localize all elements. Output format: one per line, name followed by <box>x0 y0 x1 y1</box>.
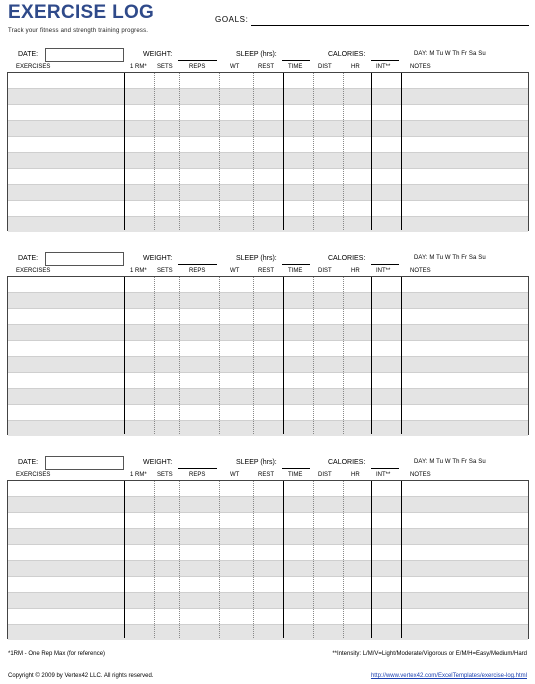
session-info <box>0 456 535 470</box>
table-row[interactable] <box>8 356 528 372</box>
calories-label: CALORIES: <box>328 51 366 58</box>
column-divider <box>179 277 180 434</box>
column-header: NOTES <box>410 64 431 70</box>
table-row[interactable] <box>8 104 528 120</box>
column-divider <box>283 277 284 434</box>
column-divider <box>154 481 155 638</box>
table-row[interactable] <box>8 324 528 340</box>
table-row[interactable] <box>8 480 528 496</box>
table-row[interactable] <box>8 340 528 356</box>
table-row[interactable] <box>8 184 528 200</box>
sleep-field[interactable] <box>282 60 310 61</box>
date-field[interactable] <box>45 48 124 62</box>
sleep-label: SLEEP (hrs): <box>236 459 277 466</box>
day-selector[interactable]: DAY: M Tu W Th Fr Sa Su <box>414 255 486 261</box>
column-divider <box>154 277 155 434</box>
table-row[interactable] <box>8 292 528 308</box>
weight-field[interactable] <box>178 264 217 265</box>
column-divider <box>371 481 372 638</box>
column-divider <box>253 277 254 434</box>
date-label: DATE: <box>18 255 39 262</box>
table-row[interactable] <box>8 528 528 544</box>
column-header: DIST <box>318 268 332 274</box>
exercise-table <box>7 276 529 435</box>
column-header: INT** <box>376 472 391 478</box>
weight-label: WEIGHT: <box>143 459 173 466</box>
calories-field[interactable] <box>371 468 399 469</box>
column-divider <box>154 73 155 230</box>
exercise-table <box>7 72 529 231</box>
column-header: HR <box>351 64 360 70</box>
column-header: DIST <box>318 64 332 70</box>
column-divider <box>343 73 344 230</box>
goals-label: GOALS: <box>215 15 249 24</box>
column-divider <box>179 481 180 638</box>
column-divider <box>313 277 314 434</box>
column-divider <box>253 73 254 230</box>
column-divider <box>401 277 402 434</box>
column-header: INT** <box>376 64 391 70</box>
column-divider <box>371 277 372 434</box>
column-divider <box>401 73 402 230</box>
date-field[interactable] <box>45 252 124 266</box>
column-divider <box>313 73 314 230</box>
sleep-label: SLEEP (hrs): <box>236 255 277 262</box>
table-row[interactable] <box>8 592 528 608</box>
table-row[interactable] <box>8 308 528 324</box>
column-headers <box>0 62 535 72</box>
table-row[interactable] <box>8 420 528 436</box>
column-header: SETS <box>157 64 173 70</box>
column-divider <box>179 73 180 230</box>
table-row[interactable] <box>8 544 528 560</box>
column-header: HR <box>351 472 360 478</box>
column-divider <box>219 277 220 434</box>
vertex42-link[interactable]: http://www.vertex42.com/ExcelTemplates/exercise-log.html <box>370 673 527 679</box>
column-header: TIME <box>288 472 303 478</box>
calories-field[interactable] <box>371 264 399 265</box>
column-divider <box>124 73 125 230</box>
date-field[interactable] <box>45 456 124 470</box>
subtitle: Track your fitness and strength training progress. <box>8 28 149 34</box>
column-header: NOTES <box>410 472 431 478</box>
column-header: EXERCISES <box>16 472 51 478</box>
column-header: NOTES <box>410 268 431 274</box>
weight-field[interactable] <box>178 468 217 469</box>
table-row[interactable] <box>8 88 528 104</box>
footnote-intensity: **Intensity: L/M/V=Light/Moderate/Vigorous or E/M/H=Easy/Medium/Hard <box>332 651 527 657</box>
table-row[interactable] <box>8 512 528 528</box>
table-row[interactable] <box>8 168 528 184</box>
column-divider <box>253 481 254 638</box>
calories-field[interactable] <box>371 60 399 61</box>
sleep-field[interactable] <box>282 264 310 265</box>
table-row[interactable] <box>8 608 528 624</box>
column-divider <box>219 73 220 230</box>
weight-label: WEIGHT: <box>143 255 173 262</box>
column-header: REPS <box>189 64 206 70</box>
table-row[interactable] <box>8 624 528 640</box>
column-header: TIME <box>288 64 303 70</box>
page-title: EXERCISE LOG <box>8 2 155 23</box>
sleep-label: SLEEP (hrs): <box>236 51 277 58</box>
column-headers <box>0 470 535 480</box>
calories-label: CALORIES: <box>328 459 366 466</box>
column-header: REST <box>258 64 275 70</box>
column-header: WT <box>230 268 240 274</box>
table-row[interactable] <box>8 576 528 592</box>
column-header: EXERCISES <box>16 268 51 274</box>
table-row[interactable] <box>8 136 528 152</box>
column-header: REPS <box>189 472 206 478</box>
column-divider <box>343 481 344 638</box>
table-row[interactable] <box>8 152 528 168</box>
column-header: SETS <box>157 268 173 274</box>
day-selector[interactable]: DAY: M Tu W Th Fr Sa Su <box>414 51 486 57</box>
column-header: REPS <box>189 268 206 274</box>
column-header: EXERCISES <box>16 64 51 70</box>
column-divider <box>371 73 372 230</box>
column-header: WT <box>230 64 240 70</box>
column-header: WT <box>230 472 240 478</box>
footnote-1rm: *1RM - One Rep Max (for reference) <box>8 651 106 657</box>
column-header: REST <box>258 472 275 478</box>
table-row[interactable] <box>8 120 528 136</box>
column-header: 1 RM* <box>130 64 147 70</box>
column-header: HR <box>351 268 360 274</box>
column-header: DIST <box>318 472 332 478</box>
table-row[interactable] <box>8 276 528 292</box>
column-divider <box>124 277 125 434</box>
column-header: 1 RM* <box>130 268 147 274</box>
table-row[interactable] <box>8 496 528 512</box>
goals-field[interactable] <box>251 25 529 26</box>
column-divider <box>313 481 314 638</box>
column-header: SETS <box>157 472 173 478</box>
table-row[interactable] <box>8 388 528 404</box>
column-divider <box>124 481 125 638</box>
column-divider <box>283 481 284 638</box>
date-label: DATE: <box>18 459 39 466</box>
column-header: 1 RM* <box>130 472 147 478</box>
table-row[interactable] <box>8 372 528 388</box>
table-row[interactable] <box>8 560 528 576</box>
column-header: INT** <box>376 268 391 274</box>
weight-label: WEIGHT: <box>143 51 173 58</box>
column-headers <box>0 266 535 276</box>
column-divider <box>219 481 220 638</box>
column-divider <box>401 481 402 638</box>
column-header: REST <box>258 268 275 274</box>
column-divider <box>343 277 344 434</box>
exercise-table <box>7 480 529 639</box>
session-info <box>0 252 535 266</box>
day-selector[interactable]: DAY: M Tu W Th Fr Sa Su <box>414 459 486 465</box>
table-row[interactable] <box>8 72 528 88</box>
calories-label: CALORIES: <box>328 255 366 262</box>
table-row[interactable] <box>8 404 528 420</box>
table-row[interactable] <box>8 200 528 216</box>
copyright: Copyright © 2009 by Vertex42 LLC. All rights reserved. <box>8 673 154 679</box>
column-header: TIME <box>288 268 303 274</box>
sleep-field[interactable] <box>282 468 310 469</box>
table-row[interactable] <box>8 216 528 232</box>
session-info <box>0 48 535 62</box>
weight-field[interactable] <box>178 60 217 61</box>
column-divider <box>283 73 284 230</box>
date-label: DATE: <box>18 51 39 58</box>
